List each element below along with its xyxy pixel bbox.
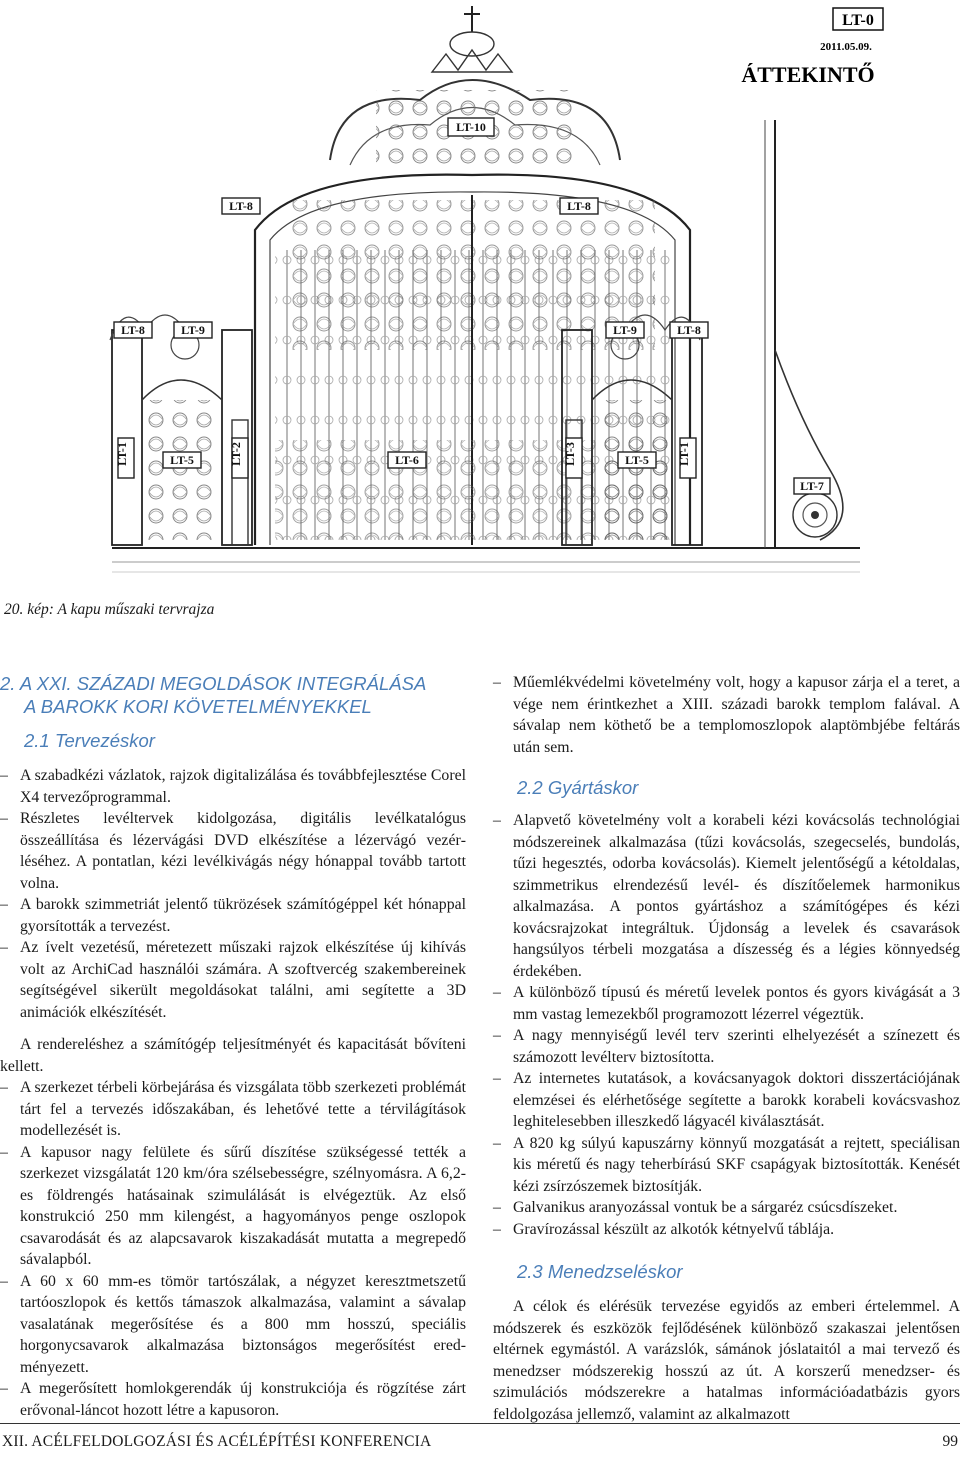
gate-technical-drawing	[0, 0, 960, 590]
svg-text:LT-6: LT-6	[395, 453, 419, 467]
list-item: – Galvanikus aranyozással vontuk be a sárgaréz csúcsdíszeket.	[493, 1197, 960, 1219]
svg-text:LT-8: LT-8	[229, 199, 253, 213]
footer-rule	[0, 1423, 960, 1424]
svg-text:LT-1: LT-1	[677, 442, 691, 466]
figure-caption: 20. kép: A kapu műszaki tervrajza	[4, 601, 215, 618]
label-lt5-left	[163, 452, 201, 468]
svg-text:LT-8: LT-8	[677, 323, 701, 337]
subsection-heading-design: 2.1 Tervezéskor	[24, 730, 155, 751]
list-item: – A 60 x 60 mm-es tömör tartószálak, a négyzet keresztmetszetű tartóoszlopok és kettős támaszok alkalmazása, valamint a sávalap vasalatának megerősítése és a 800 mm hosszú, speciális horgonycsavarok alkalmazása biztonságos megerősítést eredményezett.	[0, 1271, 466, 1379]
label-lt9-left	[174, 322, 212, 338]
left-column	[0, 672, 466, 1421]
label-lt10	[448, 118, 494, 136]
list-item: – A megerősített homlokgerendák új konstrukciója és rögzítése zárt erővonal-láncot hozott létre a kapusoron.	[0, 1378, 466, 1421]
list-item: – Alapvető követelmény volt a korabeli kézi kovácsolás technológiai módszereinek alkalmazása (tűzi kovácsolás, szegecselés, bundolás, tűzi hegesztés, odorba kovácsolás). Kiemelt jelentőségű a kétoldalas, szimmetrikus elrendezésű levél- és díszítőelemek harmonikus alkalmazása. A pontos gyártáshoz a számítógépes és kézi kovácsrajzokat integráltuk. Újdonság a levelek és csavarások hangsúlyos térbeli mozgatása a díszesség és a légies könnyedség érdekében.	[493, 810, 960, 982]
svg-text:LT-2: LT-2	[229, 442, 243, 466]
label-lt8-top-right	[560, 198, 598, 214]
svg-text:LT-1: LT-1	[115, 442, 129, 466]
label-lt3	[563, 438, 582, 478]
sheet-title: ÁTTEKINTŐ	[741, 62, 875, 87]
gate-drawing-svg	[0, 0, 960, 590]
list-item: – A 820 kg súlyú kapuszárny könnyű mozgatását a rejtett, speciálisan kis méretű és nagy teherbírású SKF csapágyak biztosították. Kenését kézi zsírzószemek biztosítják.	[493, 1133, 960, 1198]
list-item: – Gravírozással készült az alkotók kétnyelvű táblája.	[493, 1219, 960, 1241]
label-lt1-left	[115, 438, 134, 478]
label-lt2	[229, 438, 248, 478]
list-item: – Műemlékvédelmi követelmény volt, hogy a kapusor zárja el a teret, a vége nem érintkezhet a XIII. századi barokk templom falával. A sávalap nem köthető be a templomoszlopok alaptömbjébe feltárás után sem.	[493, 672, 960, 758]
svg-text:LT-7: LT-7	[800, 479, 824, 493]
paragraph-management: A célok és elérésük tervezése egyidős az emberi értelemmel. A módszerek és eszközök fejlődésének különböző szakaszai jelentősen eltérnek egymástól. A varázslók, sámánok jóslataitól a mai tervező és menedzser módszerekig hosszú az út. A korszerű menedzser- és szimulációs módszerekre a hatalmas információadatbázis gyors feldolgozása jellemző, valamint az alkalmazott	[493, 1298, 960, 1423]
svg-text:LT-8: LT-8	[567, 199, 591, 213]
sheet-code: LT-0	[842, 12, 874, 29]
label-lt8-top-left	[222, 198, 260, 214]
crown-ornament	[432, 6, 512, 72]
page-number: 99	[942, 1433, 958, 1450]
footer-conference-name: XII. ACÉLFELDOLGOZÁSI ÉS ACÉLÉPÍTÉSI KONFERENCIA	[2, 1433, 432, 1450]
list-item: – A szabadkézi vázlatok, rajzok digitalizálása és továbbfejlesztése Corel X4 tervezőprogrammal.	[0, 765, 466, 808]
left-side-gate	[110, 315, 252, 545]
svg-text:LT-9: LT-9	[613, 323, 637, 337]
list-item: – A szerkezet térbeli körbejárása és vizsgálata több szerkezeti problémát tárt fel a tervezés időszakában, és lehetővé tette a térvilágítások modellezését is.	[0, 1077, 466, 1142]
subsection-heading-manufacturing: 2.2 Gyártáskor	[517, 777, 639, 798]
list-item: – A barokk szimmetriát jelentő tükrözések számítógéppel két hónappal gyorsították a tervezést.	[0, 894, 466, 937]
section-heading-line2: A BAROKK KORI KÖVETELMÉNYEKKEL	[24, 696, 372, 717]
sheet-date: 2011.05.09.	[820, 41, 872, 53]
label-lt1-right	[677, 438, 696, 478]
list-item: – A kapusor nagy felülete és sűrű díszítése szükségessé tették a szerkezet vizsgálatát 120 km/óra szélsebességre, szélnyomásra. A 6,2-es földrengés hatásainak szimulálását is elvégeztük. Az első konstrukció 250 mm kilengést, a hagyományos penge oszlopok csavarodását és az alapcsavarok kiszakadását mutatta a megrepedő sávalapból.	[0, 1142, 466, 1271]
subsection-heading-management: 2.3 Menedzseléskor	[517, 1261, 683, 1282]
list-item: – A nagy mennyiségű levél terv szerinti elhelyezését a színezett és számozott levélterv biztosította.	[493, 1025, 960, 1068]
label-lt8-left	[114, 322, 152, 338]
svg-text:LT-10: LT-10	[456, 120, 486, 134]
paragraph-render: A rendereléshez a számítógép teljesítményét és kapacitását bővíteni kellett.	[0, 1036, 466, 1075]
label-lt7	[794, 478, 830, 494]
svg-text:LT-5: LT-5	[170, 453, 194, 467]
label-lt5-right	[618, 452, 656, 468]
label-lt8-right	[670, 322, 708, 338]
list-item: – A különböző típusú és méretű levelek pontos és gyors kivágását a 3 mm vastag lemezekből programozott lézerrel végeztük.	[493, 982, 960, 1025]
svg-text:LT-9: LT-9	[181, 323, 205, 337]
list-item: – Az ívelt vezetésű, méretezett műszaki rajzok elkészítése új kihívás volt az ArchiCad használói számára. A szoftvercég szakembereinek segítségével sikerült megoldásokat találni, ami segítette a 3D animációk elkészítését.	[0, 937, 466, 1023]
list-item: – Az internetes kutatások, a kovácsanyagok doktori disszertációjának elemzései és elérhetősége segítette a barokk korabeli kovácsvashoz leghitelesebben illeszkedő lágyacél kiválasztását.	[493, 1068, 960, 1133]
svg-text:LT-5: LT-5	[625, 453, 649, 467]
section-heading-line1: 2. A XXI. SZÁZADI MEGOLDÁSOK INTEGRÁLÁSA	[0, 673, 427, 694]
list-item: – Részletes levéltervek kidolgozása, digitális levélkatalógus összeállítása és lézervágási DVD elkészítése a lézervágó vezérléséhez. A pontatlan, kézi levélkivágás négy hónappal tovább tartott volna.	[0, 808, 466, 894]
right-column	[493, 672, 960, 1425]
svg-text:LT-3: LT-3	[563, 442, 577, 466]
label-lt9-right	[606, 322, 644, 338]
label-lt6	[388, 452, 426, 468]
svg-text:LT-8: LT-8	[121, 323, 145, 337]
